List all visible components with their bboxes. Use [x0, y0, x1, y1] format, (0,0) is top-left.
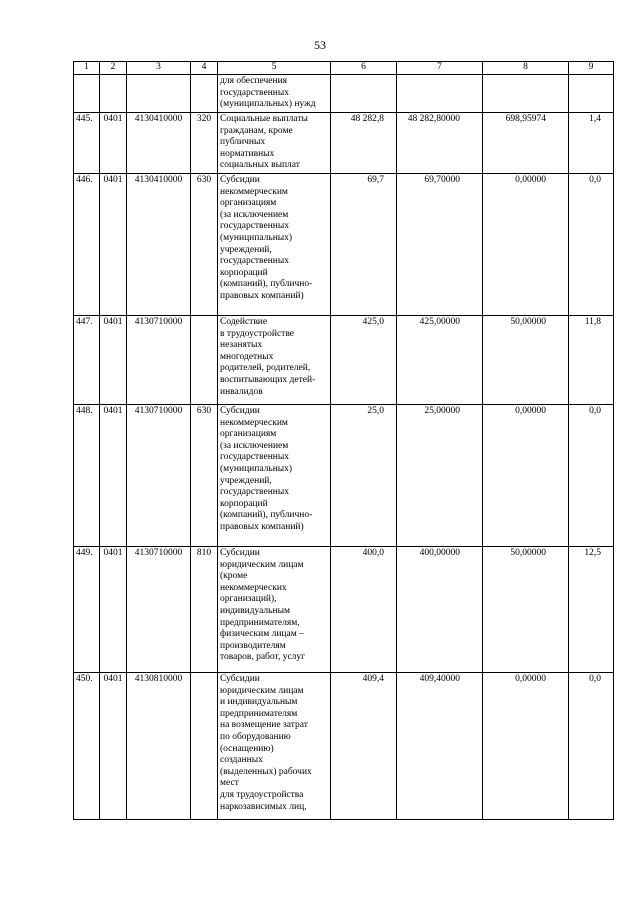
header-cell: 5	[218, 62, 331, 75]
expense-type-code-cell	[191, 75, 218, 113]
executed-amount-cell	[483, 75, 569, 113]
approved-amount-cell: 25,0	[331, 405, 397, 547]
expense-type-code-cell	[191, 316, 218, 405]
plan-amount-cell: 69,70000	[397, 174, 483, 316]
plan-amount-cell: 425,00000	[397, 316, 483, 405]
table-row	[74, 547, 614, 673]
budget-table	[73, 61, 614, 820]
approved-amount-cell: 69,7	[331, 174, 397, 316]
header-cell: 7	[397, 62, 483, 75]
section-code-cell: 0401	[100, 316, 127, 405]
header-cell: 2	[100, 62, 127, 75]
table-row	[74, 174, 614, 316]
row-number-cell: 450.	[74, 673, 100, 820]
header-cell: 4	[191, 62, 218, 75]
execution-percent-cell: 12,5	[569, 547, 614, 673]
table-row	[74, 113, 614, 174]
executed-amount-cell: 0,00000	[483, 673, 569, 820]
row-number-cell: 448.	[74, 405, 100, 547]
expense-type-code-cell: 630	[191, 405, 218, 547]
row-number-cell: 449.	[74, 547, 100, 673]
plan-amount-cell	[397, 75, 483, 113]
table-row	[74, 75, 614, 113]
execution-percent-cell: 11,8	[569, 316, 614, 405]
expense-type-code-cell: 320	[191, 113, 218, 174]
header-cell: 3	[127, 62, 191, 75]
description-cell: Социальные выплаты гражданам, кроме публичных нормативных социальных выплат	[218, 113, 331, 174]
target-article-code-cell: 4130710000	[127, 547, 191, 673]
row-number-cell: 447.	[74, 316, 100, 405]
description-cell: Субсидии некоммерческим организациям (за исключением государственных (муниципальных) учреждений, государственных корпораций (компаний), публично- правовых компаний)	[218, 405, 331, 547]
section-code-cell: 0401	[100, 547, 127, 673]
section-code-cell: 0401	[100, 673, 127, 820]
plan-amount-cell: 400,00000	[397, 547, 483, 673]
page-number: 53	[314, 38, 326, 52]
approved-amount-cell	[331, 75, 397, 113]
header-cell: 9	[569, 62, 614, 75]
target-article-code-cell: 4130710000	[127, 316, 191, 405]
table-row	[74, 316, 614, 405]
section-code-cell: 0401	[100, 174, 127, 316]
description-cell: для обеспечения государственных (муниципальных) нужд	[218, 75, 331, 113]
plan-amount-cell: 409,40000	[397, 673, 483, 820]
executed-amount-cell: 50,00000	[483, 316, 569, 405]
target-article-code-cell: 4130810000	[127, 673, 191, 820]
expense-type-code-cell	[191, 673, 218, 820]
description-cell: Содействие в трудоустройстве незанятых многодетных родителей, родителей, воспитывающих детей- инвалидов	[218, 316, 331, 405]
execution-percent-cell: 0,0	[569, 174, 614, 316]
header-cell: 8	[483, 62, 569, 75]
execution-percent-cell: 0,0	[569, 673, 614, 820]
approved-amount-cell: 400,0	[331, 547, 397, 673]
row-number-cell: 446.	[74, 174, 100, 316]
executed-amount-cell: 50,00000	[483, 547, 569, 673]
expense-type-code-cell: 810	[191, 547, 218, 673]
row-number-cell: 445.	[74, 113, 100, 174]
header-row	[74, 62, 614, 75]
approved-amount-cell: 425,0	[331, 316, 397, 405]
section-code-cell: 0401	[100, 405, 127, 547]
executed-amount-cell: 0,00000	[483, 405, 569, 547]
executed-amount-cell: 698,95974	[483, 113, 569, 174]
header-cell: 1	[74, 62, 100, 75]
description-cell: Субсидии некоммерческим организациям (за исключением государственных (муниципальных) учреждений, государственных корпораций (компаний), публично- правовых компаний)	[218, 174, 331, 316]
section-code-cell	[100, 75, 127, 113]
table-row	[74, 405, 614, 547]
description-cell: Субсидии юридическим лицам и индивидуальным предпринимателям на возмещение затрат по оборудованию (оснащению) созданных (выделенных) рабочих мест для трудоустройства наркозависимых лиц,	[218, 673, 331, 820]
approved-amount-cell: 409,4	[331, 673, 397, 820]
execution-percent-cell	[569, 75, 614, 113]
execution-percent-cell: 1,4	[569, 113, 614, 174]
section-code-cell: 0401	[100, 113, 127, 174]
table-row	[74, 673, 614, 820]
plan-amount-cell: 48 282,80000	[397, 113, 483, 174]
target-article-code-cell: 4130710000	[127, 405, 191, 547]
execution-percent-cell: 0,0	[569, 405, 614, 547]
approved-amount-cell: 48 282,8	[331, 113, 397, 174]
description-cell: Субсидии юридическим лицам (кроме некоммерческих организаций), индивидуальным предпринимателям, физическим лицам – производителям товаров, работ, услуг	[218, 547, 331, 673]
header-cell: 6	[331, 62, 397, 75]
executed-amount-cell: 0,00000	[483, 174, 569, 316]
target-article-code-cell: 4130410000	[127, 113, 191, 174]
target-article-code-cell	[127, 75, 191, 113]
target-article-code-cell: 4130410000	[127, 174, 191, 316]
plan-amount-cell: 25,00000	[397, 405, 483, 547]
row-number-cell	[74, 75, 100, 113]
expense-type-code-cell: 630	[191, 174, 218, 316]
